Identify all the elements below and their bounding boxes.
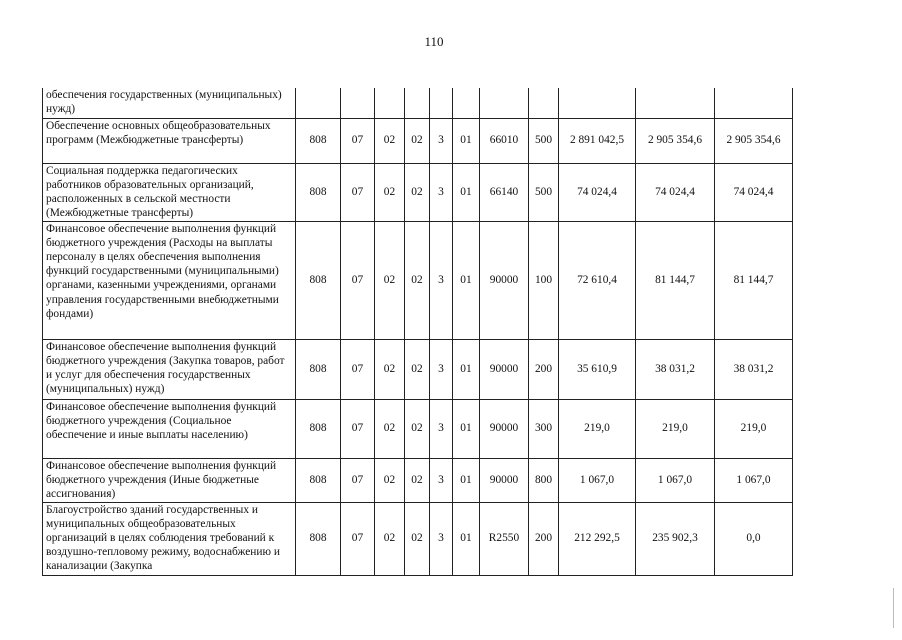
cell-section <box>341 88 375 118</box>
cell-year-3: 81 144,7 <box>715 221 793 339</box>
cell-main-event: 01 <box>453 221 480 339</box>
table-row <box>43 502 793 575</box>
cell-expense-type: 100 <box>529 221 559 339</box>
cell-year-3: 38 031,2 <box>715 339 793 399</box>
cell-subsection: 02 <box>375 221 405 339</box>
cell-section: 07 <box>341 502 375 575</box>
cell-main-event: 01 <box>453 399 480 458</box>
cell-program: 02 <box>405 339 430 399</box>
cell-subprogram <box>430 88 453 118</box>
cell-year-2: 81 144,7 <box>636 221 715 339</box>
cell-subprogram: 3 <box>430 458 453 502</box>
cell-grbs: 808 <box>296 118 341 163</box>
row-description: Финансовое обеспечение выполнения функций бюджетного учреждения (Расходы на выплаты персоналу в целях обеспечения выполнения функций государственными (муниципальными) органами, казенными учреждениями, органами управления государственными внебюджетными фондами) <box>43 221 296 339</box>
cell-year-2: 74 024,4 <box>636 163 715 221</box>
cell-section: 07 <box>341 339 375 399</box>
cell-year-2: 219,0 <box>636 399 715 458</box>
cell-program: 02 <box>405 399 430 458</box>
cell-subprogram: 3 <box>430 502 453 575</box>
cell-expense-type: 200 <box>529 502 559 575</box>
cell-direction: 90000 <box>480 339 529 399</box>
row-description: Обеспечение основных общеобразовательных программ (Межбюджетные трансферты) <box>43 118 296 163</box>
table-row <box>43 88 793 118</box>
cell-section: 07 <box>341 221 375 339</box>
cell-program: 02 <box>405 458 430 502</box>
cell-year-3: 2 905 354,6 <box>715 118 793 163</box>
cell-year-1: 2 891 042,5 <box>559 118 636 163</box>
page-number: 110 <box>424 34 444 49</box>
table-row <box>43 221 793 339</box>
cell-year-2 <box>636 88 715 118</box>
table-row <box>43 163 793 221</box>
cell-grbs: 808 <box>296 458 341 502</box>
cell-expense-type: 300 <box>529 399 559 458</box>
cell-year-3: 0,0 <box>715 502 793 575</box>
cell-year-3 <box>715 88 793 118</box>
cell-program: 02 <box>405 118 430 163</box>
cell-direction: 66010 <box>480 118 529 163</box>
cell-year-1: 72 610,4 <box>559 221 636 339</box>
cell-main-event: 01 <box>453 458 480 502</box>
table-row <box>43 118 793 163</box>
cell-grbs: 808 <box>296 163 341 221</box>
cell-expense-type: 200 <box>529 339 559 399</box>
cell-section: 07 <box>341 458 375 502</box>
row-description: Финансовое обеспечение выполнения функций бюджетного учреждения (Иные бюджетные ассигнования) <box>43 458 296 502</box>
cell-year-1: 212 292,5 <box>559 502 636 575</box>
cell-expense-type: 800 <box>529 458 559 502</box>
cell-program <box>405 88 430 118</box>
cell-year-2: 235 902,3 <box>636 502 715 575</box>
cell-subprogram: 3 <box>430 399 453 458</box>
cell-grbs: 808 <box>296 221 341 339</box>
cell-program: 02 <box>405 502 430 575</box>
cell-year-1 <box>559 88 636 118</box>
cell-grbs: 808 <box>296 399 341 458</box>
cell-direction <box>480 88 529 118</box>
cell-main-event: 01 <box>453 339 480 399</box>
cell-direction: 90000 <box>480 458 529 502</box>
cell-grbs <box>296 88 341 118</box>
scan-edge-mark <box>893 588 894 628</box>
cell-subprogram: 3 <box>430 339 453 399</box>
cell-year-1: 74 024,4 <box>559 163 636 221</box>
cell-section: 07 <box>341 163 375 221</box>
cell-subsection: 02 <box>375 163 405 221</box>
cell-subsection: 02 <box>375 118 405 163</box>
cell-section: 07 <box>341 118 375 163</box>
row-description: Финансовое обеспечение выполнения функций бюджетного учреждения (Социальное обеспечение и иные выплаты населению) <box>43 399 296 458</box>
cell-year-3: 219,0 <box>715 399 793 458</box>
cell-program: 02 <box>405 221 430 339</box>
table-row <box>43 339 793 399</box>
cell-year-1: 1 067,0 <box>559 458 636 502</box>
row-description: обеспечения государственных (муниципальных) нужд) <box>43 88 296 118</box>
table-row <box>43 458 793 502</box>
table-row <box>43 399 793 458</box>
cell-year-2: 2 905 354,6 <box>636 118 715 163</box>
cell-year-1: 219,0 <box>559 399 636 458</box>
row-description: Социальная поддержка педагогических работников образовательных организаций, расположенных в сельской местности (Межбюджетные трансферты) <box>43 163 296 221</box>
cell-expense-type: 500 <box>529 163 559 221</box>
cell-main-event: 01 <box>453 502 480 575</box>
cell-expense-type: 500 <box>529 118 559 163</box>
cell-grbs: 808 <box>296 502 341 575</box>
cell-direction: R2550 <box>480 502 529 575</box>
cell-year-2: 1 067,0 <box>636 458 715 502</box>
cell-subprogram: 3 <box>430 163 453 221</box>
cell-expense-type <box>529 88 559 118</box>
cell-year-2: 38 031,2 <box>636 339 715 399</box>
cell-grbs: 808 <box>296 339 341 399</box>
cell-program: 02 <box>405 163 430 221</box>
cell-direction: 66140 <box>480 163 529 221</box>
row-description: Благоустройство зданий государственных и муниципальных общеобразовательных организаций в целях соблюдения требований к воздушно-тепловому режиму, водоснабжению и канализации (Закупка <box>43 502 296 575</box>
cell-subsection: 02 <box>375 399 405 458</box>
cell-year-3: 1 067,0 <box>715 458 793 502</box>
cell-subsection: 02 <box>375 458 405 502</box>
cell-direction: 90000 <box>480 399 529 458</box>
cell-main-event <box>453 88 480 118</box>
cell-main-event: 01 <box>453 118 480 163</box>
cell-subsection: 02 <box>375 339 405 399</box>
cell-year-3: 74 024,4 <box>715 163 793 221</box>
budget-table <box>42 88 793 576</box>
cell-subsection <box>375 88 405 118</box>
row-description: Финансовое обеспечение выполнения функций бюджетного учреждения (Закупка товаров, работ и услуг для обеспечения государственных (муниципальных) нужд) <box>43 339 296 399</box>
cell-subsection: 02 <box>375 502 405 575</box>
cell-direction: 90000 <box>480 221 529 339</box>
cell-main-event: 01 <box>453 163 480 221</box>
cell-subprogram: 3 <box>430 221 453 339</box>
cell-year-1: 35 610,9 <box>559 339 636 399</box>
cell-subprogram: 3 <box>430 118 453 163</box>
cell-section: 07 <box>341 399 375 458</box>
